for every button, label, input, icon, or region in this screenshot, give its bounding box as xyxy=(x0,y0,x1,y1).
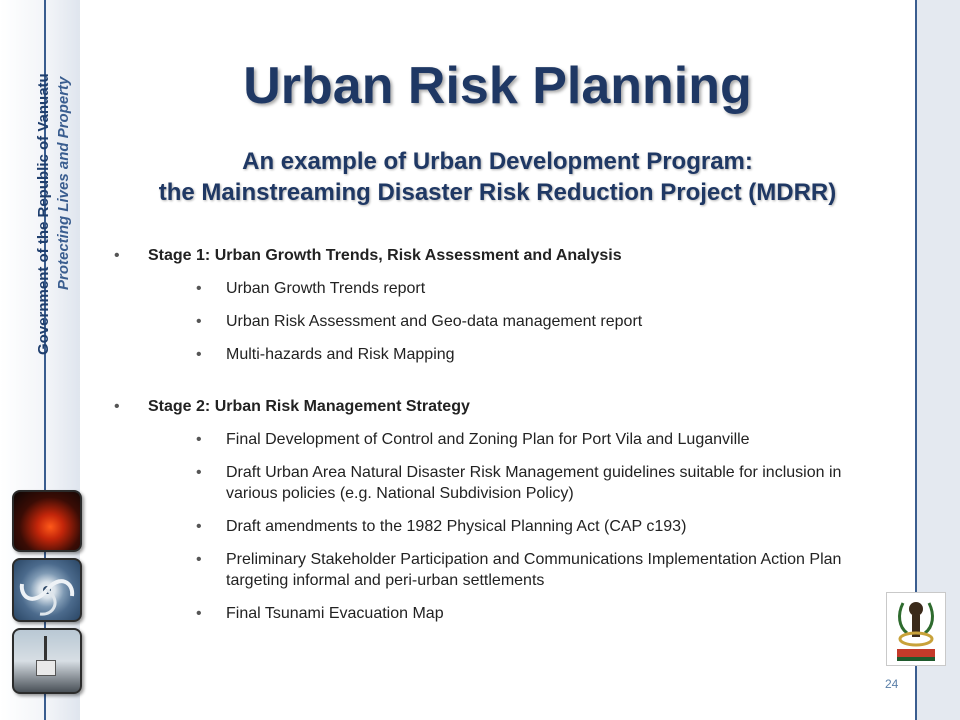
list-item: • Draft Urban Area Natural Disaster Risk Management guidelines suitable for inclusion in various policies (e.g. National Subdivision Policy) xyxy=(148,462,892,504)
stage-list xyxy=(112,246,892,624)
subtitle-line-1: An example of Urban Development Program: xyxy=(242,148,753,175)
weather-station-photo-icon xyxy=(12,628,82,694)
tagline-label: Protecting Lives and Property xyxy=(55,76,72,290)
slide-title: Urban Risk Planning xyxy=(243,57,752,115)
list-item: • Final Tsunami Evacuation Map xyxy=(148,603,892,624)
stage-1-label: Stage 1: Urban Growth Trends, Risk Assessment and Analysis xyxy=(148,247,622,264)
government-label: Government of the Republic of Vanuatu xyxy=(35,73,52,355)
stage-2 xyxy=(112,397,892,624)
list-item: • Preliminary Stakeholder Participation and Communications Implementation Action Plan targeting informal and peri-urban settlements xyxy=(148,549,892,591)
coat-of-arms-icon xyxy=(886,592,946,666)
slide-subtitle xyxy=(80,146,915,208)
stage-1-items xyxy=(148,278,892,365)
stage-2-label: Stage 2: Urban Risk Management Strategy xyxy=(148,398,470,415)
subtitle-line-2: the Mainstreaming Disaster Risk Reduction Project (MDRR) xyxy=(158,179,837,206)
volcano-photo-icon xyxy=(12,490,82,552)
list-item: • Draft amendments to the 1982 Physical Planning Act (CAP c193) xyxy=(148,516,892,537)
list-item: • Multi-hazards and Risk Mapping xyxy=(148,344,892,365)
station-box xyxy=(36,660,56,676)
stage-2-items xyxy=(148,429,892,624)
cyclone-photo-icon xyxy=(12,558,82,622)
list-item: • Urban Growth Trends report xyxy=(148,278,892,299)
spacer xyxy=(112,365,892,397)
list-item: • Urban Risk Assessment and Geo-data management report xyxy=(148,311,892,332)
stage-1 xyxy=(112,246,892,365)
page-number: 24 xyxy=(885,677,899,691)
list-item: • Final Development of Control and Zoning Plan for Port Vila and Luganville xyxy=(148,429,892,450)
